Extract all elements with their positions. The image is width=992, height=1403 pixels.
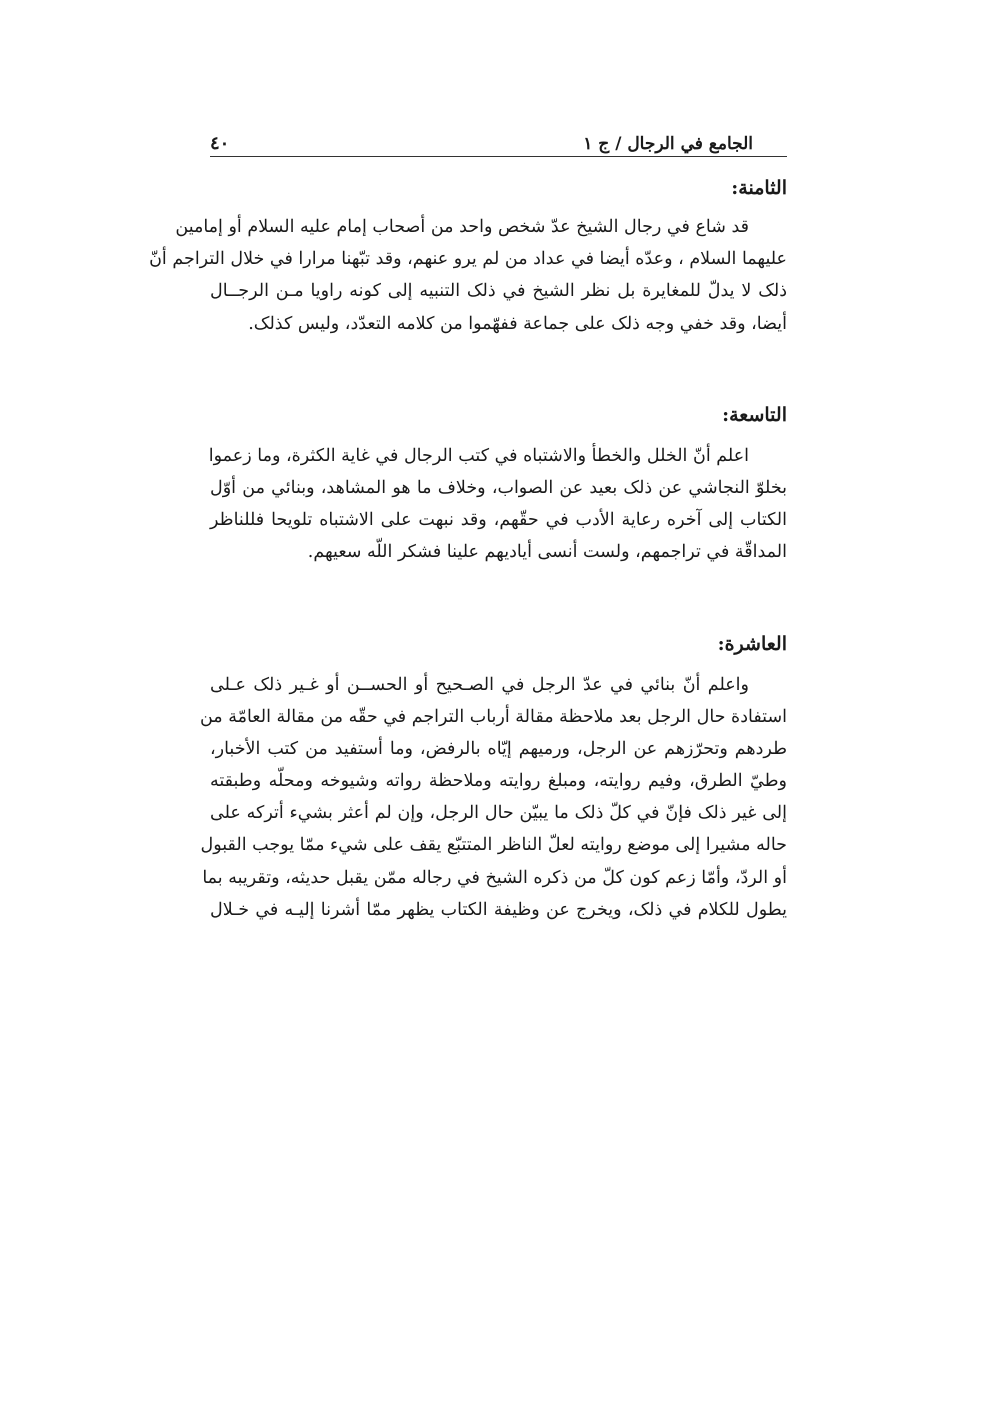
text-line: وطيّ الطرق، وفيم روايته، ومبلغ روايته وملاحظة رواته وشيوخه ومحلّه وطبقته [210, 771, 787, 792]
text-line: أيضا، وقد خفي وجه ذلک على جماعة ففهّموا من كلامه التعدّد، وليس كذلک. [248, 313, 787, 334]
text-line: بخلوّ النجاشي عن ذلک بعيد عن الصواب، وخلاف ما هو المشاهد، وبنائي من أوّل [210, 477, 787, 498]
paragraph [210, 440, 787, 569]
text-line: أو الردّ، وأمّا زعم كون كلّ من ذكره الشيخ في رجاله ممّن يقبل حديثه، وتقريبه بما [202, 867, 787, 888]
text-line: حاله مشيرا إلى موضع روايته لعلّ الناظر المتتبّع يقف على شيء ممّا يوجب القبول [200, 835, 787, 856]
section-title: التاسعة: [722, 403, 787, 426]
text-line: اعلم أنّ الخلل والخطأ والاشتباه في كتب الرجال في غاية الكثرة، وما زعموا [208, 445, 749, 466]
text-line: يطول للكلام في ذلک، ويخرج عن وظيفة الكتاب يظهر ممّا أشرنا إليـه في خـلال [210, 899, 787, 920]
running-title: الجامع في الرجال / ج ١ [583, 134, 753, 154]
text-line: واعلم أنّ بنائي في عدّ الرجل في الصـحيح أو الحســن أو غـير ذلک عـلى [210, 674, 749, 695]
section-eighth [149, 169, 787, 340]
section-title: العاشرة: [717, 632, 787, 655]
page-number: ٤٠ [210, 133, 230, 154]
section-tenth [199, 625, 787, 927]
text-line: ذلک لا يدلّ للمغايرة بل نظر الشيخ في ذلک التنبيه إلى كونه راويا مـن الرجــال [210, 281, 787, 302]
running-header [210, 118, 787, 157]
text-line: عليهما السلام ، وعدّه أيضا في عداد من لم يرو عنهم، وقد تبّهنا مرارا في خلال التراجم أنّ [149, 249, 787, 270]
paragraph [199, 669, 787, 927]
section-ninth [210, 396, 787, 569]
text-line: الكتاب إلى آخره رعاية الأدب في حقّهم، وقد نبهت على الاشتباه تلويحا فللناظر [210, 510, 787, 531]
section-title: الثامنة: [731, 177, 787, 199]
text-line: طردهم وتحرّزهم عن الرجل، ورميهم إيّاه بالرفض، وما أستفيد من كتب الأخبار، [210, 738, 787, 759]
text-line: إلى غير ذلک فإنّ في كلّ ذلک ما يبيّن حال الرجل، وإن لم أعثر بشيء أتركه على [210, 803, 787, 824]
text-line: استفادة حال الرجل بعد ملاحظة مقالة أرباب التراجم في حقّه من مقالة العامّة من [199, 706, 787, 727]
paragraph [149, 211, 787, 340]
text-line: المداقّة في تراجمهم، ولست أنسى أياديهم علينا فشكر اللّه سعيهم. [307, 542, 787, 563]
document-page [149, 118, 787, 926]
text-line: قد شاع في رجال الشيخ عدّ شخص واحد من أصحاب إمام عليه السلام أو إمامين [175, 217, 749, 237]
